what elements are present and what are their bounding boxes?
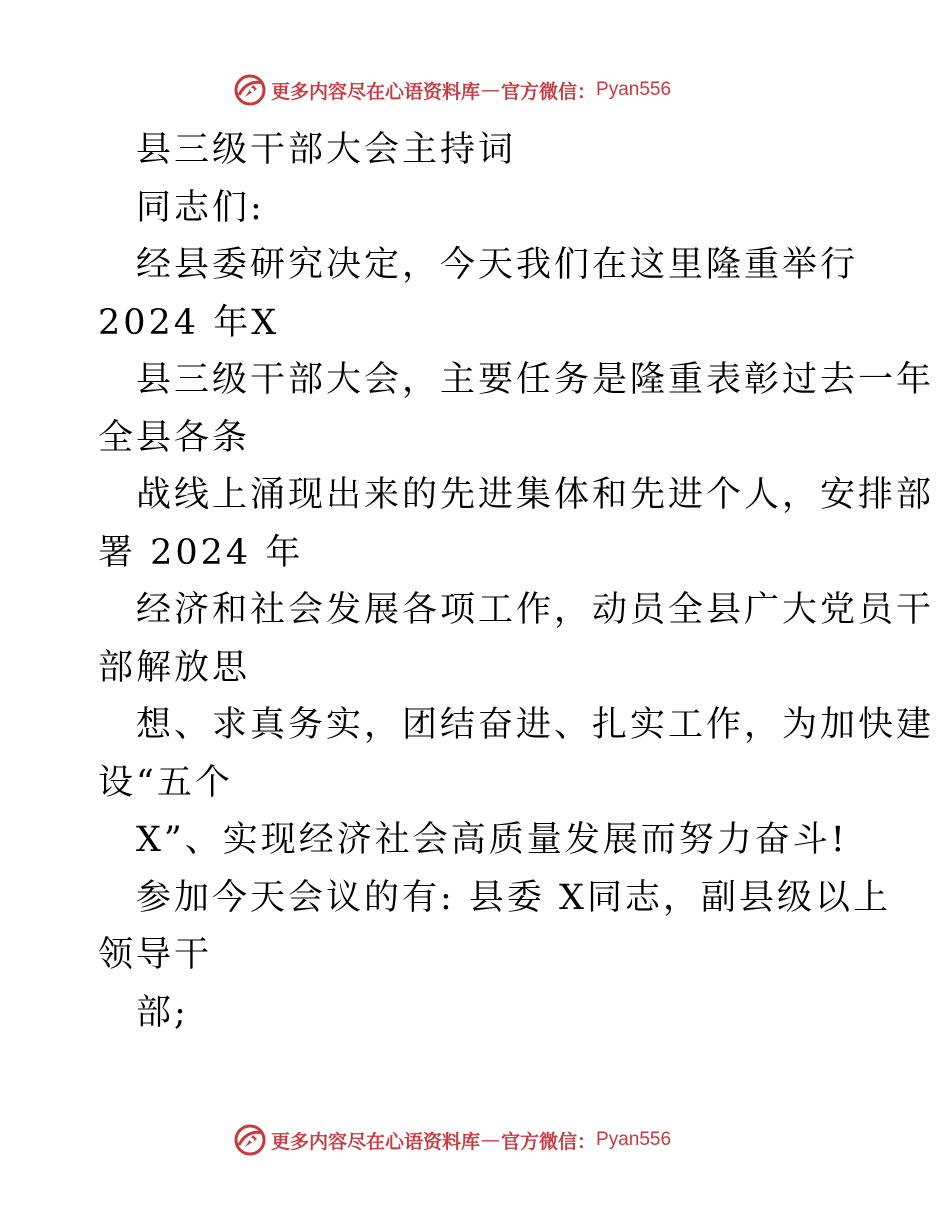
document-body <box>98 122 935 1042</box>
paragraph-line: 部; <box>136 992 189 1033</box>
paragraph-line: 经济和社会发展各项工作，动员全县广大党员干 <box>136 590 935 630</box>
banner-slogan: 更多内容尽在心语资料库 <box>271 80 481 103</box>
banner-wechat-id: Pyan556 <box>596 79 672 100</box>
paragraph-line: 2024 年X <box>98 302 280 343</box>
paragraph-line: 参加今天会议的有: 县委 X同志，副县级以上 <box>136 877 891 918</box>
paragraph-line: 想、求真务实，团结奋进、扎实工作，为加快建 <box>136 705 935 745</box>
paragraph-line: X”、实现经济社会高质量发展而努力奋斗! <box>136 820 848 860</box>
salutation: 同志们: <box>136 187 265 228</box>
footer-watermark-banner <box>233 1120 733 1160</box>
pen-nib-logo-icon <box>233 73 267 107</box>
banner-slogan: 更多内容尽在心语资料库 <box>271 1130 481 1153</box>
banner-separator: — <box>481 79 501 101</box>
paragraph-line: 领导干 <box>98 935 213 975</box>
pen-nib-logo-icon <box>233 1123 267 1157</box>
banner-wechat-label: 官方微信： <box>501 80 597 103</box>
paragraph-line: 署 2024 年 <box>98 532 304 573</box>
paragraph-line: 全县各条 <box>98 417 251 458</box>
paragraph-line: 县三级干部大会，主要任务是隆重表彰过去一年 <box>136 360 935 400</box>
banner-wechat-label: 官方微信： <box>501 1130 597 1153</box>
header-watermark-banner <box>233 70 733 110</box>
paragraph-line: 战线上涌现出来的先进集体和先进个人，安排部 <box>136 475 935 515</box>
paragraph-line: 经县委研究决定，今天我们在这里隆重举行 <box>136 245 859 285</box>
banner-separator: — <box>481 1129 501 1151</box>
document-title: 县三级干部大会主持词 <box>136 130 517 170</box>
paragraph-line: 部解放思 <box>98 647 251 688</box>
banner-wechat-id: Pyan556 <box>596 1129 672 1150</box>
paragraph-line: 设“五个 <box>98 762 233 803</box>
